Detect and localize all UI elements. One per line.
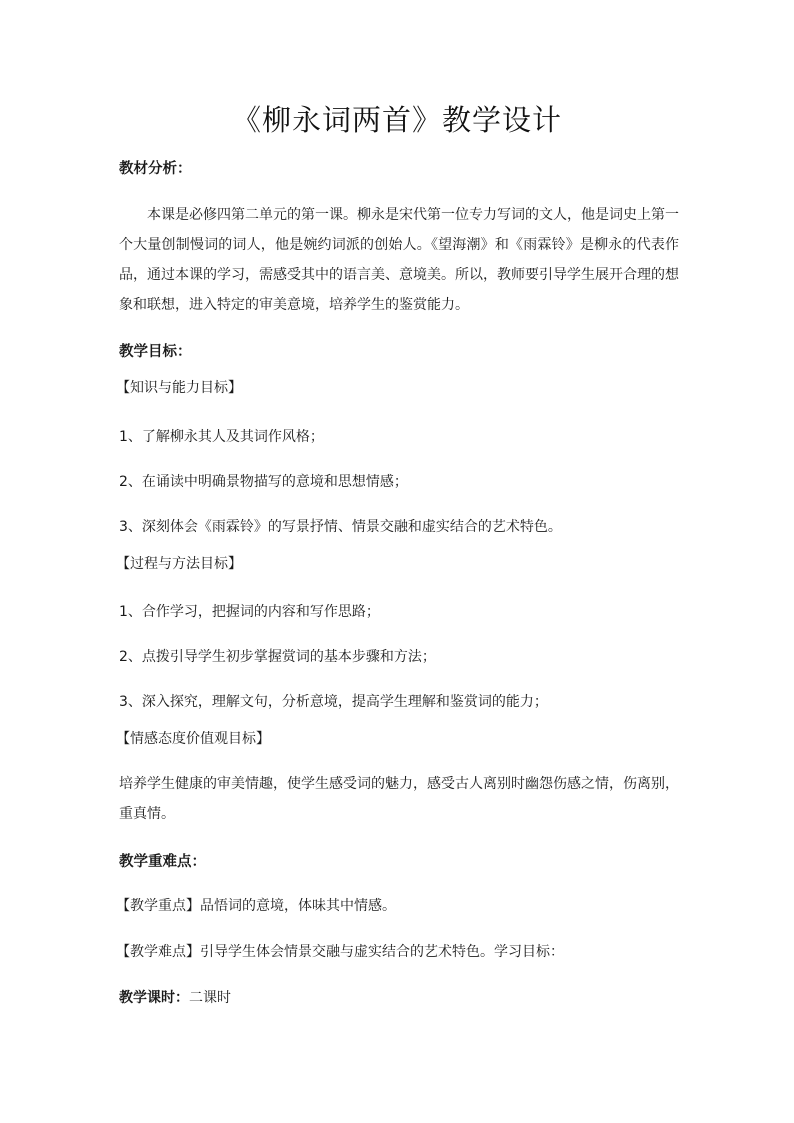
process-item-2: 2、点拨引导学生初步掌握赏词的基本步骤和方法； [119,649,436,665]
knowledge-item-3: 3、深刻体会《雨霖铃》的写景抒情、情景交融和虚实结合的艺术特色。 [119,519,562,535]
hours-label: 教学课时： [119,990,189,1006]
hours-line [119,987,231,1007]
process-label: 【过程与方法目标】 [116,556,242,572]
analysis-heading: 教材分析： [119,161,192,177]
page-title: 《柳永词两首》教学设计 [231,103,562,137]
process-item-3: 3、深入探究，理解文句，分析意境，提高学生理解和鉴赏词的能力； [119,694,548,710]
difficulty-label: 【教学难点】 [116,944,200,960]
emotion-body: 培养学生健康的审美情趣，使学生感受词的魅力，感受古人离别时幽怨伤感之情，伤离别，重真情。 [119,776,679,822]
focus-label: 【教学重点】 [116,898,200,914]
difficulty-text: 引导学生体会情景交融与虚实结合的艺术特色。学习目标： [200,944,564,960]
analysis-body: 本课是必修四第二单元的第一课。柳永是宋代第一位专力写词的文人，他是词史上第一个大量创制慢词的词人，他是婉约词派的创始人。《望海潮》和《雨霖铃》是柳永的代表作品，通过本课的学习，需感受其中的语言美、意境美。所以，教师要引导学生展开合理的想象和联想，进入特定的审美意境，培养学生的鉴赏能力。 [119,207,679,313]
knowledge-item-2: 2、在诵读中明确景物描写的意境和思想情感； [119,474,408,490]
hours-value: 二课时 [189,990,231,1006]
analysis-paragraph [119,200,679,320]
objectives-heading: 教学目标： [119,344,192,360]
focus-line [116,895,396,915]
focus-text: 品悟词的意境，体味其中情感。 [200,898,396,914]
keypoints-heading: 教学重难点： [119,854,206,870]
knowledge-item-1: 1、了解柳永其人及其词作风格； [119,429,324,445]
emotion-label: 【情感态度价值观目标】 [116,731,270,747]
knowledge-label: 【知识与能力目标】 [116,380,242,396]
difficulty-line [116,941,564,961]
process-item-1: 1、合作学习，把握词的内容和写作思路； [119,604,380,620]
